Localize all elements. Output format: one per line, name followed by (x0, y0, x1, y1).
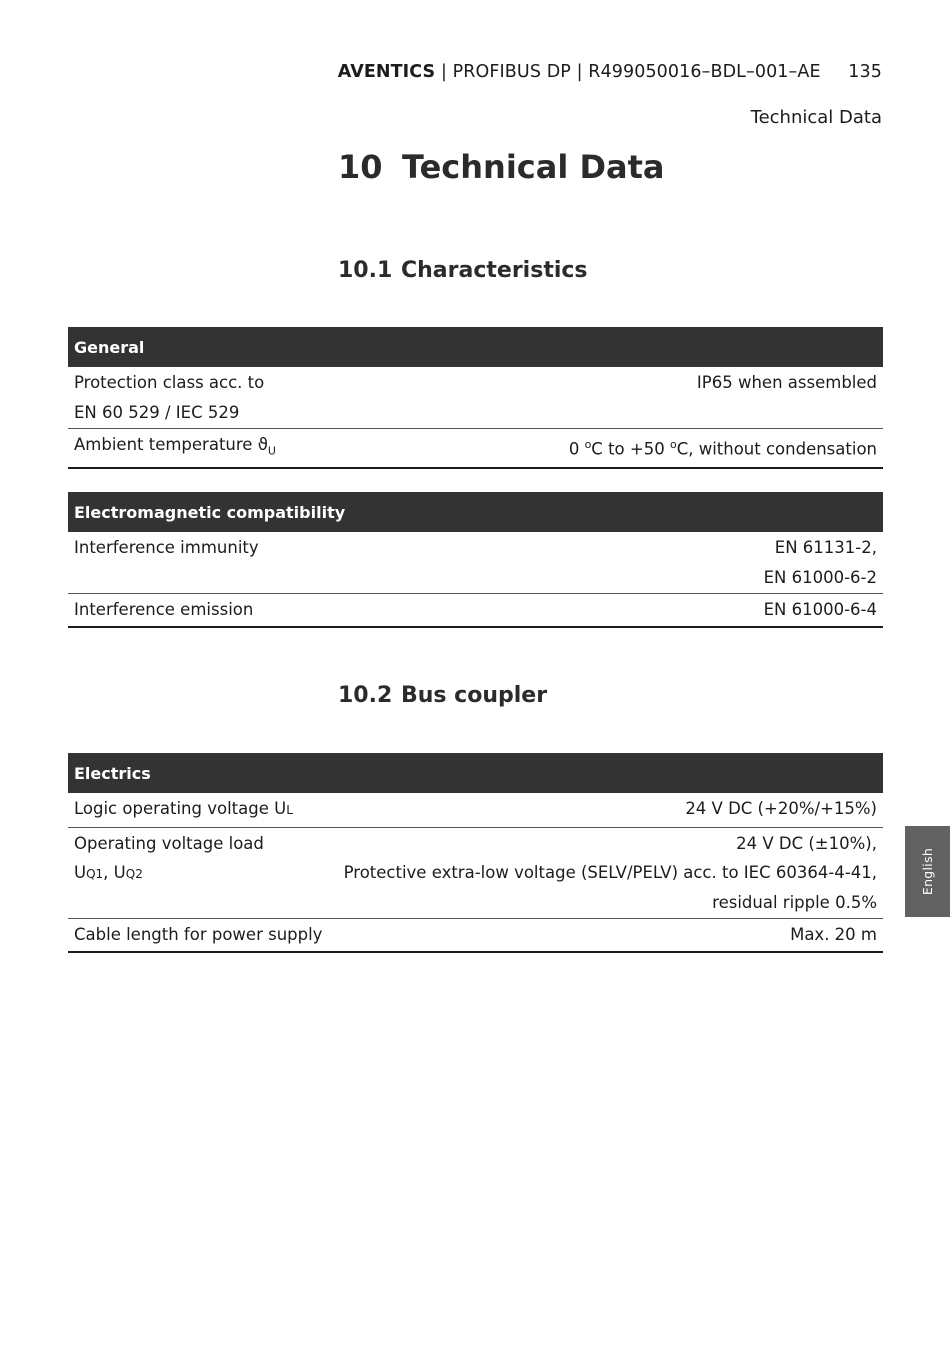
label-line: Protection class acc. to (74, 373, 265, 392)
section-number: 10.2 (338, 683, 393, 708)
running-section: Technical Data (750, 107, 882, 128)
value-line: EN 61000-6-2 (763, 567, 877, 587)
table-row (68, 532, 883, 594)
table-row (68, 429, 883, 468)
row-value: IP65 when assembled (696, 373, 877, 392)
language-tab[interactable] (905, 826, 950, 917)
value-line: 24 V DC (±10%), (736, 833, 877, 853)
electrics-table (68, 753, 883, 953)
row-label (68, 367, 394, 429)
table-row (68, 793, 883, 827)
section-title: Bus coupler (401, 683, 548, 708)
emc-table (68, 492, 883, 628)
table-heading: General (68, 327, 883, 367)
row-label (68, 827, 331, 919)
brand-name: AVENTICS (337, 62, 436, 82)
row-label (68, 429, 394, 468)
label-text: U (74, 863, 87, 882)
label-text: , U (103, 863, 126, 882)
language-tab-label: English (920, 847, 935, 896)
value-text: C to +50 (591, 439, 670, 459)
chapter-heading (338, 148, 665, 186)
label-subscript: Q2 (125, 867, 143, 881)
value-text: 0 (568, 439, 585, 459)
label-subscript: Q1 (86, 867, 104, 881)
row-value (331, 827, 883, 919)
degree-mark: o (584, 438, 592, 451)
table-heading: Electrics (68, 753, 883, 793)
row-label: Interference emission (68, 594, 566, 627)
row-value (394, 429, 883, 468)
page-number: 135 (848, 62, 882, 82)
chapter-title: Technical Data (402, 148, 665, 186)
label-text: Logic operating voltage U (74, 799, 287, 818)
label-line: EN 60 529 / IEC 529 (74, 402, 240, 422)
value-text: C, without condensation (676, 439, 877, 459)
row-value (566, 532, 883, 594)
table-row (68, 919, 883, 952)
table-heading: Electromagnetic compatibility (68, 492, 883, 532)
table-row (68, 594, 883, 627)
row-value: EN 61000-6-4 (566, 594, 883, 627)
section-number: 10.1 (338, 258, 393, 283)
row-value: 24 V DC (+20%/+15%) (685, 799, 877, 818)
row-value: Max. 20 m (331, 919, 883, 952)
label-subscript: U (267, 444, 276, 458)
section-heading-characteristics (338, 258, 588, 283)
chapter-number: 10 (338, 148, 383, 186)
value-line: Protective extra-low voltage (SELV/PELV) acc. to IEC 60364-4-41, (343, 863, 877, 882)
document-id: | PROFIBUS DP | R499050016–BDL–001–AE (440, 62, 821, 82)
section-title: Characteristics (401, 258, 588, 283)
row-label: Cable length for power supply (68, 919, 331, 952)
table-row (68, 367, 883, 429)
label-subscript: L (286, 803, 293, 817)
degree-mark: o (669, 438, 677, 451)
value-line: EN 61131-2, (774, 538, 877, 557)
section-heading-bus-coupler (338, 683, 547, 708)
value-line: residual ripple 0.5% (712, 892, 877, 912)
table-row (68, 827, 883, 919)
row-label: Interference immunity (74, 538, 259, 557)
running-header (338, 62, 882, 82)
row-label (68, 793, 331, 827)
label-text: Ambient temperature ϑ (74, 435, 268, 454)
label-line: Operating voltage load (74, 833, 264, 853)
general-table (68, 327, 883, 469)
label-line (74, 858, 325, 890)
